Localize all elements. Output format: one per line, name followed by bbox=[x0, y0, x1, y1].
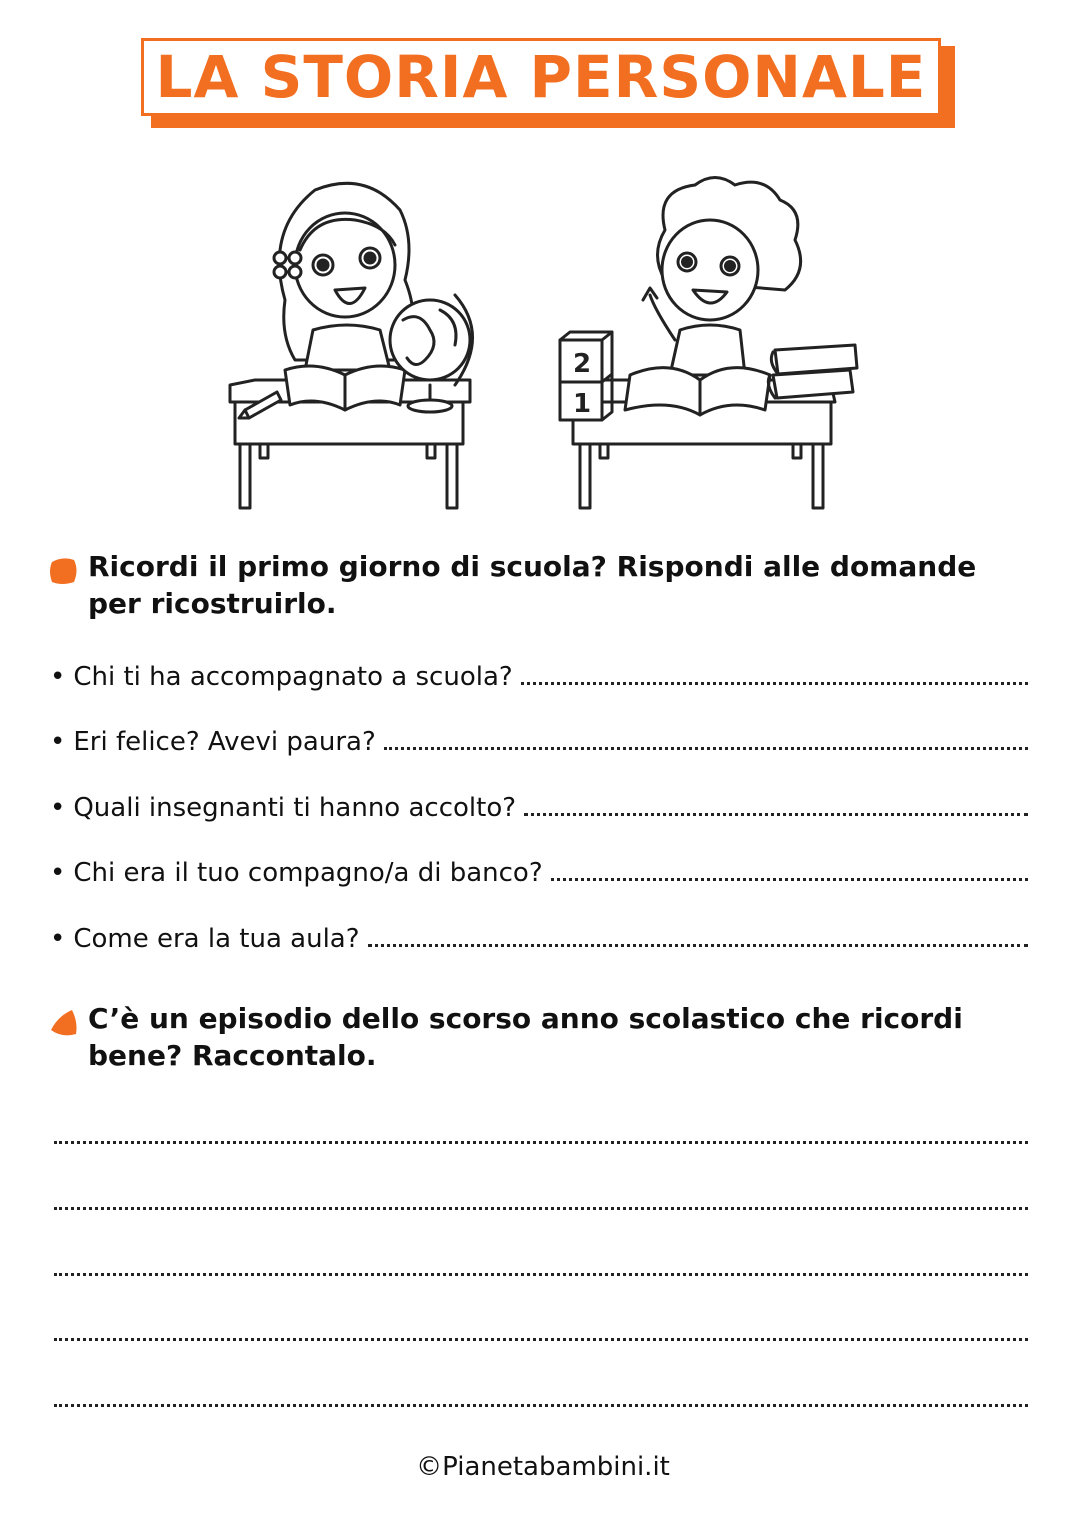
question-bullet: • bbox=[50, 662, 66, 692]
answer-dotted-line[interactable] bbox=[54, 1337, 1028, 1341]
title-banner bbox=[141, 38, 947, 122]
book-stack-icon bbox=[768, 345, 857, 398]
answer-dotted-line[interactable] bbox=[521, 681, 1028, 685]
question-row bbox=[50, 656, 1028, 692]
answer-dotted-line[interactable] bbox=[551, 877, 1028, 881]
answer-dotted-line[interactable] bbox=[54, 1403, 1028, 1407]
question-label: Chi ti ha accompagnato a scuola? bbox=[73, 662, 513, 692]
footer-copyright: ©Pianetabambini.it bbox=[416, 1452, 670, 1482]
section-1-question: Ricordi il primo giorno di scuola? Rispondi alle domande per ricostruirlo. bbox=[88, 550, 977, 620]
question-bullet: • bbox=[50, 727, 66, 757]
section-1-heading bbox=[48, 548, 988, 622]
answer-dotted-line[interactable] bbox=[54, 1272, 1028, 1276]
answer-dotted-line[interactable] bbox=[524, 812, 1028, 816]
page-title: LA STORIA PERSONALE bbox=[155, 43, 927, 111]
question-row bbox=[50, 721, 1028, 757]
question-row bbox=[50, 918, 1028, 954]
question-label: Eri felice? Avevi paura? bbox=[73, 727, 376, 757]
orange-leaf-icon bbox=[48, 1008, 78, 1038]
block-label-2: 2 bbox=[573, 349, 592, 379]
title-box bbox=[141, 38, 941, 116]
boy-figure bbox=[643, 178, 801, 376]
answer-dotted-line[interactable] bbox=[54, 1206, 1028, 1210]
orange-blob-icon bbox=[48, 556, 78, 586]
question-row bbox=[50, 852, 1028, 888]
section-2-question: C’è un episodio dello scorso anno scolastico che ricordi bene? Raccontalo. bbox=[88, 1002, 963, 1072]
question-row bbox=[50, 787, 1028, 823]
answer-dotted-line[interactable] bbox=[54, 1140, 1028, 1144]
question-label: Chi era il tuo compagno/a di banco? bbox=[73, 858, 543, 888]
answer-dotted-line[interactable] bbox=[368, 943, 1028, 947]
children-at-desks-illustration bbox=[225, 170, 865, 520]
question-bullet: • bbox=[50, 924, 66, 954]
block-label-1: 1 bbox=[573, 389, 592, 419]
question-label: Quali insegnanti ti hanno accolto? bbox=[73, 793, 517, 823]
question-label: Come era la tua aula? bbox=[73, 924, 360, 954]
question-bullet: • bbox=[50, 858, 66, 888]
question-bullet: • bbox=[50, 793, 66, 823]
answer-dotted-line[interactable] bbox=[384, 746, 1028, 750]
section-2-heading bbox=[48, 1000, 988, 1074]
